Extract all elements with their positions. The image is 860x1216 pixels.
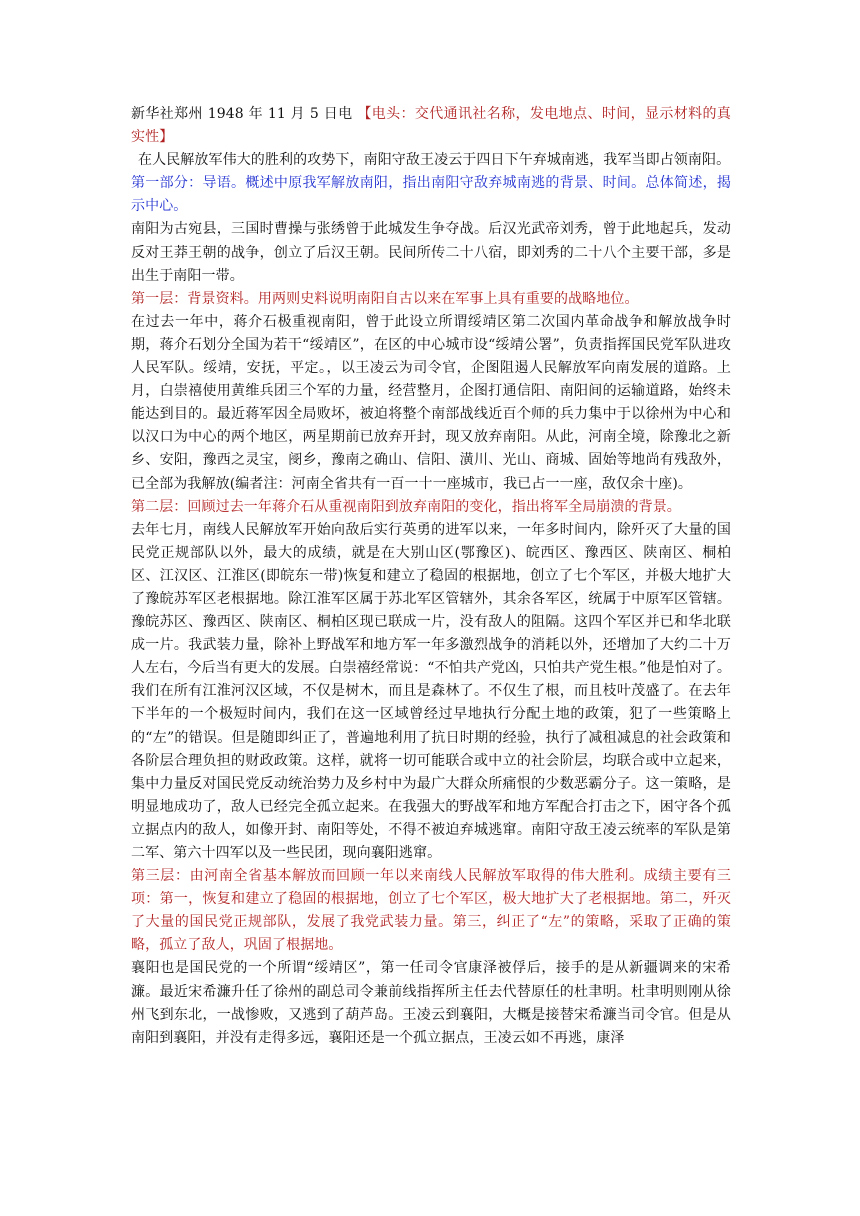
history-paragraph: 南阳为古宛县，三国时曹操与张绣曾于此城发生争夺战。后汉光武帝刘秀，曾于此地起兵，发动反对王莽王朝的战争，创立了后汉王朝。民间所传二十八宿，即刘秀的二十八个主要干部，多是出生于南阳一带。 bbox=[131, 221, 731, 284]
dateline-annotation: 【电头：交代通讯社名称，发电地点、时间，显示材料的真实性】 bbox=[131, 106, 731, 146]
lastyear-paragraph: 在过去一年中，蒋介石极重视南阳，曾于此设立所谓绥靖区第二次国内革命战争和解放战争时期，蒋介石划分全国为若干“绥靖区”，在区的中心城市设“绥靖公署”，负责指挥国民党军队进攻人民军队。绥靖，安抚，平定。，以王凌云为司令官，企图阻遏人民解放军向南发展的道路。上月，白崇禧使用黄维兵团三个军的力量，经营整月，企图打通信阳、南阳间的运输道路，始终未能达到目的。最近蒋军因全局败坏，被迫将整个南部战线近百个师的兵力集中于以徐州为中心和以汉口为中心的两个地区，两星期前已放弃开封，现又放弃南阳。从此，河南全境，除豫北之新乡、安阳，豫西之灵宝，阌乡，豫南之确山、信阳、潢川、光山、商城、固始等地尚有残敌外，已全部为我解放(编者注：河南全省共有一百一十一座城市，我已占一一座，敌仅余十座)。 bbox=[131, 313, 731, 492]
july-paragraph: 去年七月，南线人民解放军开始向敌后实行英勇的进军以来，一年多时间内，除歼灭了大量的国民党正规部队以外，最大的成绩，就是在大别山区(鄂豫区)、皖西区、豫西区、陕南区、桐柏区、江汉区、江淮区(即皖东一带)恢复和建立了稳固的根据地，创立了七个军区，并极大地扩大了豫皖苏军区老根据地。除江淮军区属于苏北军区管辖外，其余各军区，统属于中原军区管辖。豫皖苏区、豫西区、陕南区、桐柏区现已联成一片，没有敌人的阻隔。这四个军区并已和华北联成一片。我武装力量，除补上野战军和地方军一年多激烈战争的消耗以外，还增加了大约二十万人左右，今后当有更大的发展。白崇禧经常说：“不怕共产党凶，只怕共产党生根。”他是怕对了。我们在所有江淮河汉区域，不仅是树木，而且是森林了。不仅生了根，而且枝叶茂盛了。在去年下半年的一个极短时间内，我们在这一区域曾经过早地执行分配土地的政策，犯了一些策略上的“左”的错误。但是随即纠正了，普遍地利用了抗日时期的经验，执行了减租减息的社会政策和各阶层合理负担的财政政策。这样，就将一切可能联合或中立的社会阶层，均联合或中立起来，集中力量反对国民党反动统治势力及乡村中为最广大群众所痛恨的少数恶霸分子。这一策略，是明显地成功了，敌人已经完全孤立起来。在我强大的野战军和地方军配合打击之下，困守各个孤立据点内的敌人，如像开封、南阳等处，不得不被迫弃城逃窜。南阳守敌王凌云统率的军队是第二军、第六十四军以及一些民团，现向襄阳逃窜。 bbox=[131, 521, 731, 861]
lead-paragraph: 在人民解放军伟大的胜利的攻势下，南阳守敌王凌云于四日下午弃城南逃，我军当即占领南阳。 bbox=[138, 152, 731, 169]
layer3-annotation: 第三层：由河南全省基本解放而回顾一年以来南线人民解放军取得的伟大胜利。成绩主要有三项：第一，恢复和建立了稳固的根据地，创立了七个军区，极大地扩大了老根据地。第二，歼灭了大量的国民党正规部队，发展了我党武装力量。第三，纠正了“左”的策略，采取了正确的策略，孤立了敌人，巩固了根据地。 bbox=[131, 868, 731, 954]
layer2-annotation: 第二层：回顾过去一年蒋介石从重视南阳到放弃南阳的变化，指出将军全局崩溃的背景。 bbox=[131, 498, 681, 515]
xiangyang-paragraph: 襄阳也是国民党的一个所谓“绥靖区”，第一任司令官康泽被俘后，接手的是从新疆调来的宋希濂。最近宋希濂升任了徐州的副总司令兼前线指挥所主任去代替原任的杜聿明。杜聿明则刚从徐州飞到东北，一战惨败，又逃到了葫芦岛。王凌云到襄阳，大概是接替宋希濂当司令官。但是从南阳到襄阳，并没有走得多远，襄阳还是一个孤立据点，王凌云如不再逃，康泽 bbox=[131, 960, 731, 1046]
dateline-text: 新华社郑州 1948 年 11 月 5 日电 bbox=[131, 106, 358, 122]
part1-annotation: 第一部分：导语。概述中原我军解放南阳，指出南阳守敌弃城南逃的背景、时间。总体简述，揭示中心。 bbox=[131, 175, 731, 215]
document-page bbox=[131, 103, 731, 1050]
dateline-paragraph bbox=[131, 103, 731, 149]
layer1-annotation: 第一层：背景资料。用两则史料说明南阳自古以来在军事上具有重要的战略地位。 bbox=[131, 290, 639, 307]
